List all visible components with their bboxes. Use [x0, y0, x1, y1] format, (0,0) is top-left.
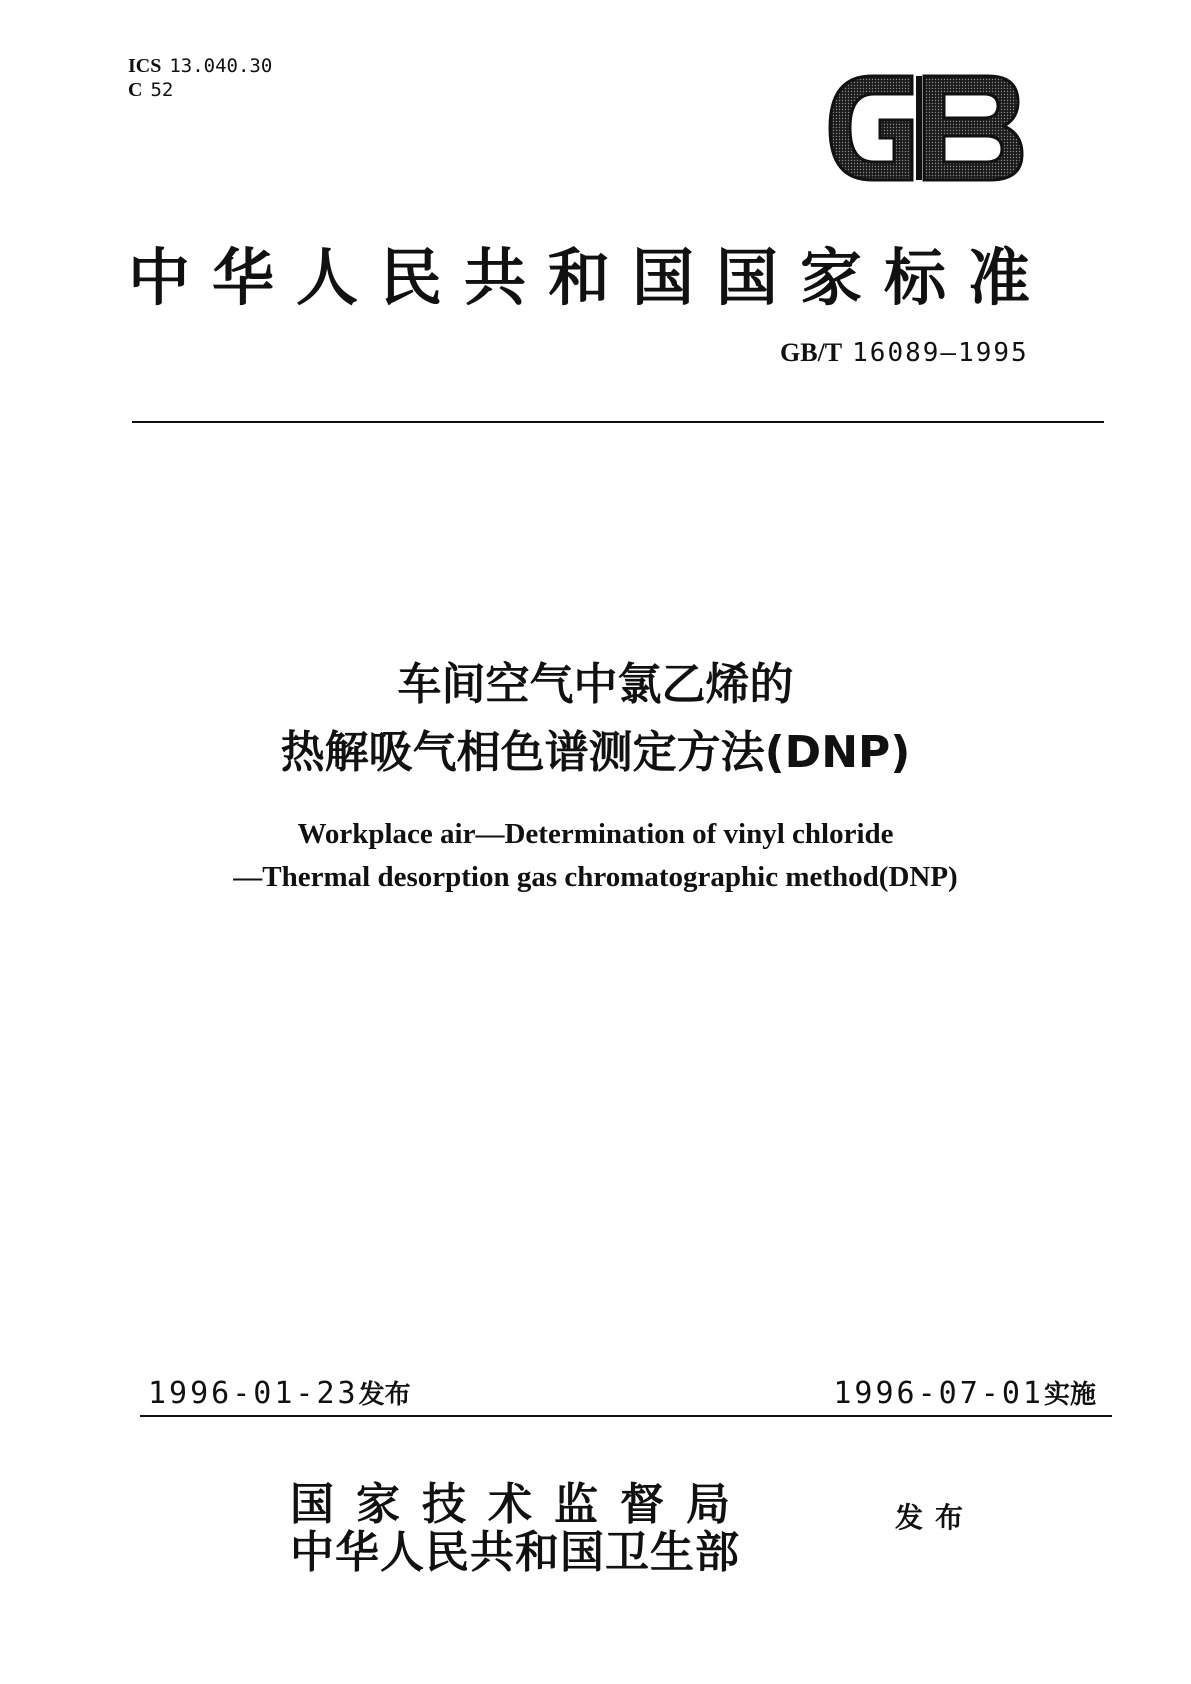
- ics-code-line: [128, 54, 272, 78]
- english-title-line-2: —Thermal desorption gas chromatographic method(DNP): [233, 861, 958, 893]
- classification-codes: [128, 54, 272, 102]
- header-divider: [132, 421, 1104, 423]
- issue-date: [148, 1374, 411, 1411]
- effective-date: [833, 1374, 1096, 1411]
- chinese-title-line-2: 热解吸气相色谱测定方法(DNP): [280, 727, 911, 778]
- ccs-code-line: [128, 78, 272, 102]
- ccs-code: 52: [150, 79, 174, 101]
- publish-label: 发布: [895, 1501, 976, 1534]
- effective-date-value: 1996-07-01: [833, 1376, 1044, 1411]
- ics-code: 13.040.30: [169, 55, 273, 77]
- chinese-title-line-1: 车间空气中氯乙烯的: [397, 659, 794, 710]
- standard-header-title: 中华人民共和国国家标准: [128, 241, 1053, 314]
- effective-date-label: 实施: [1043, 1380, 1096, 1410]
- gb-logo: [820, 66, 1030, 190]
- issuer-line-2: 中华人民共和国卫生部: [290, 1527, 740, 1578]
- issue-date-value: 1996-01-23: [148, 1376, 359, 1411]
- footer-divider: [140, 1415, 1112, 1417]
- issue-date-label: 发布: [358, 1380, 411, 1410]
- issuer-line-1: 国家技术监督局: [290, 1479, 752, 1530]
- ics-label: ICS: [128, 55, 162, 77]
- ccs-label: C: [128, 79, 143, 101]
- standard-number: [780, 338, 1029, 368]
- english-title-line-1: Workplace air—Determination of vinyl chloride: [297, 818, 894, 850]
- standard-prefix: GB/T: [780, 338, 843, 367]
- standard-code: 16089—1995: [852, 338, 1029, 368]
